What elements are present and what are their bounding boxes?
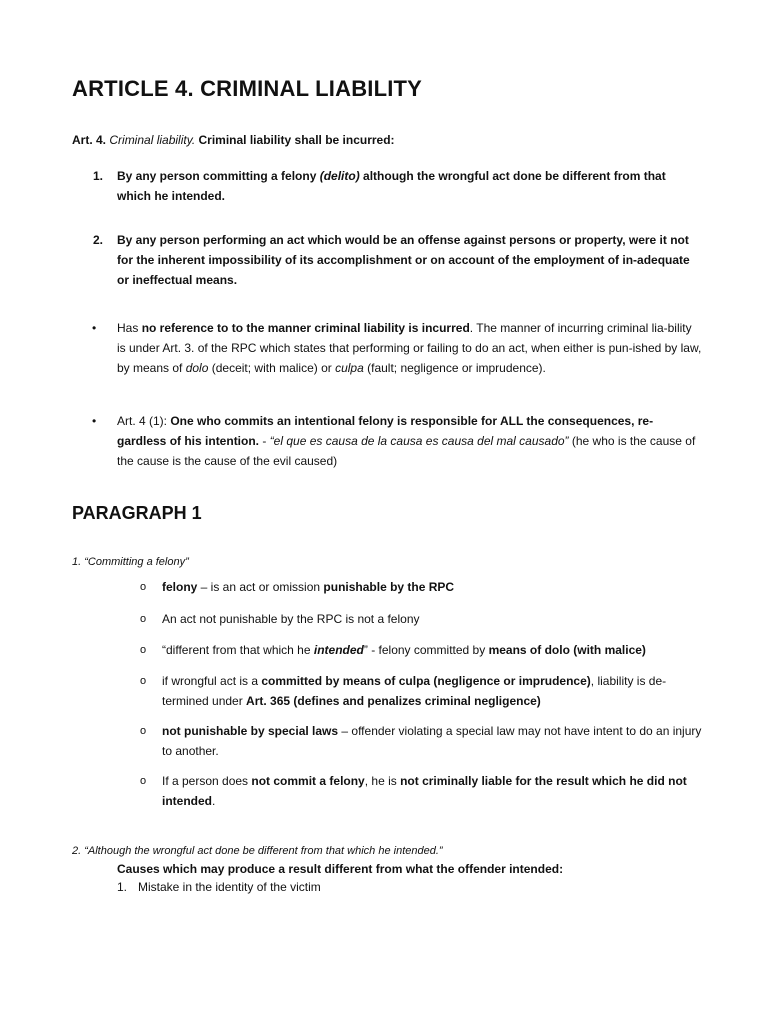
bullet-dot: •: [92, 414, 97, 428]
sub-item: An act not punishable by the RPC is not a felony: [162, 612, 420, 626]
article-caption: Criminal liability.: [109, 133, 196, 147]
article-number: Art. 4.: [72, 133, 107, 147]
intro-line: [72, 130, 712, 150]
sub-bullet: o: [140, 775, 147, 787]
list-number: 1.: [93, 169, 104, 183]
sub-bullet: o: [140, 644, 147, 656]
item-label: 2. “Although the wrongful act done be different from that which he intended.”: [72, 845, 443, 857]
sub-bullet: o: [140, 675, 147, 687]
causes-heading: Causes which may produce a result different from what the offender intended:: [117, 862, 564, 876]
sub-item: not punishable by special laws – offender violating a special law may not have intent to do an injury to another.: [162, 724, 702, 758]
sub-bullet: o: [140, 725, 147, 737]
list-item: By any person performing an act which would be an offense against persons or property, were it not for the inherent impossibility of its accomplishment or on account of the employment of in-adequate or ineffectual means.: [117, 233, 690, 287]
cause-number: 1.: [117, 880, 128, 894]
sub-item: if wrongful act is a committed by means of culpa (negligence or imprudence), liability is de-termined under Art. 365 (defines and penalizes criminal negligence): [162, 674, 667, 708]
sub-bullet: o: [140, 613, 147, 625]
sub-item: “different from that which he intended” - felony committed by means of dolo (with malice): [162, 643, 646, 657]
sub-bullet: o: [140, 581, 147, 593]
intro-statement: Criminal liability shall be incurred:: [198, 133, 395, 147]
cause-item: Mistake in the identity of the victim: [138, 880, 321, 894]
sub-item: felony – is an act or omission punishable by the RPC: [162, 580, 455, 594]
list-number: 2.: [93, 233, 104, 247]
page-title: ARTICLE 4. CRIMINAL LIABILITY: [72, 76, 423, 101]
sub-item: If a person does not commit a felony, he is not criminally liable for the result which he did not intended.: [162, 774, 687, 808]
section-heading: PARAGRAPH 1: [72, 503, 202, 523]
bullet-item: Art. 4 (1): One who commits an intentional felony is responsible for ALL the consequences, re-gardless of his intention. - “el que es causa de la causa es causa del mal causado” (he who is the cause of the cause is the cause of the evil caused): [117, 414, 696, 468]
bullet-item: Has no reference to to the manner criminal liability is incurred. The manner of incurring criminal lia-bility is under Art. 3. of the RPC which states that performing or failing to do an act, when either is pun-ished by law, by means of dolo (deceit; with malice) or culpa (fault; negligence or imprudence).: [117, 321, 702, 375]
list-item: By any person committing a felony (delito) although the wrongful act done be different from that which he intended.: [117, 169, 666, 203]
bullet-dot: •: [92, 321, 97, 335]
latin-term: (delito): [319, 169, 360, 183]
item-label: 1. “Committing a felony”: [72, 556, 189, 568]
